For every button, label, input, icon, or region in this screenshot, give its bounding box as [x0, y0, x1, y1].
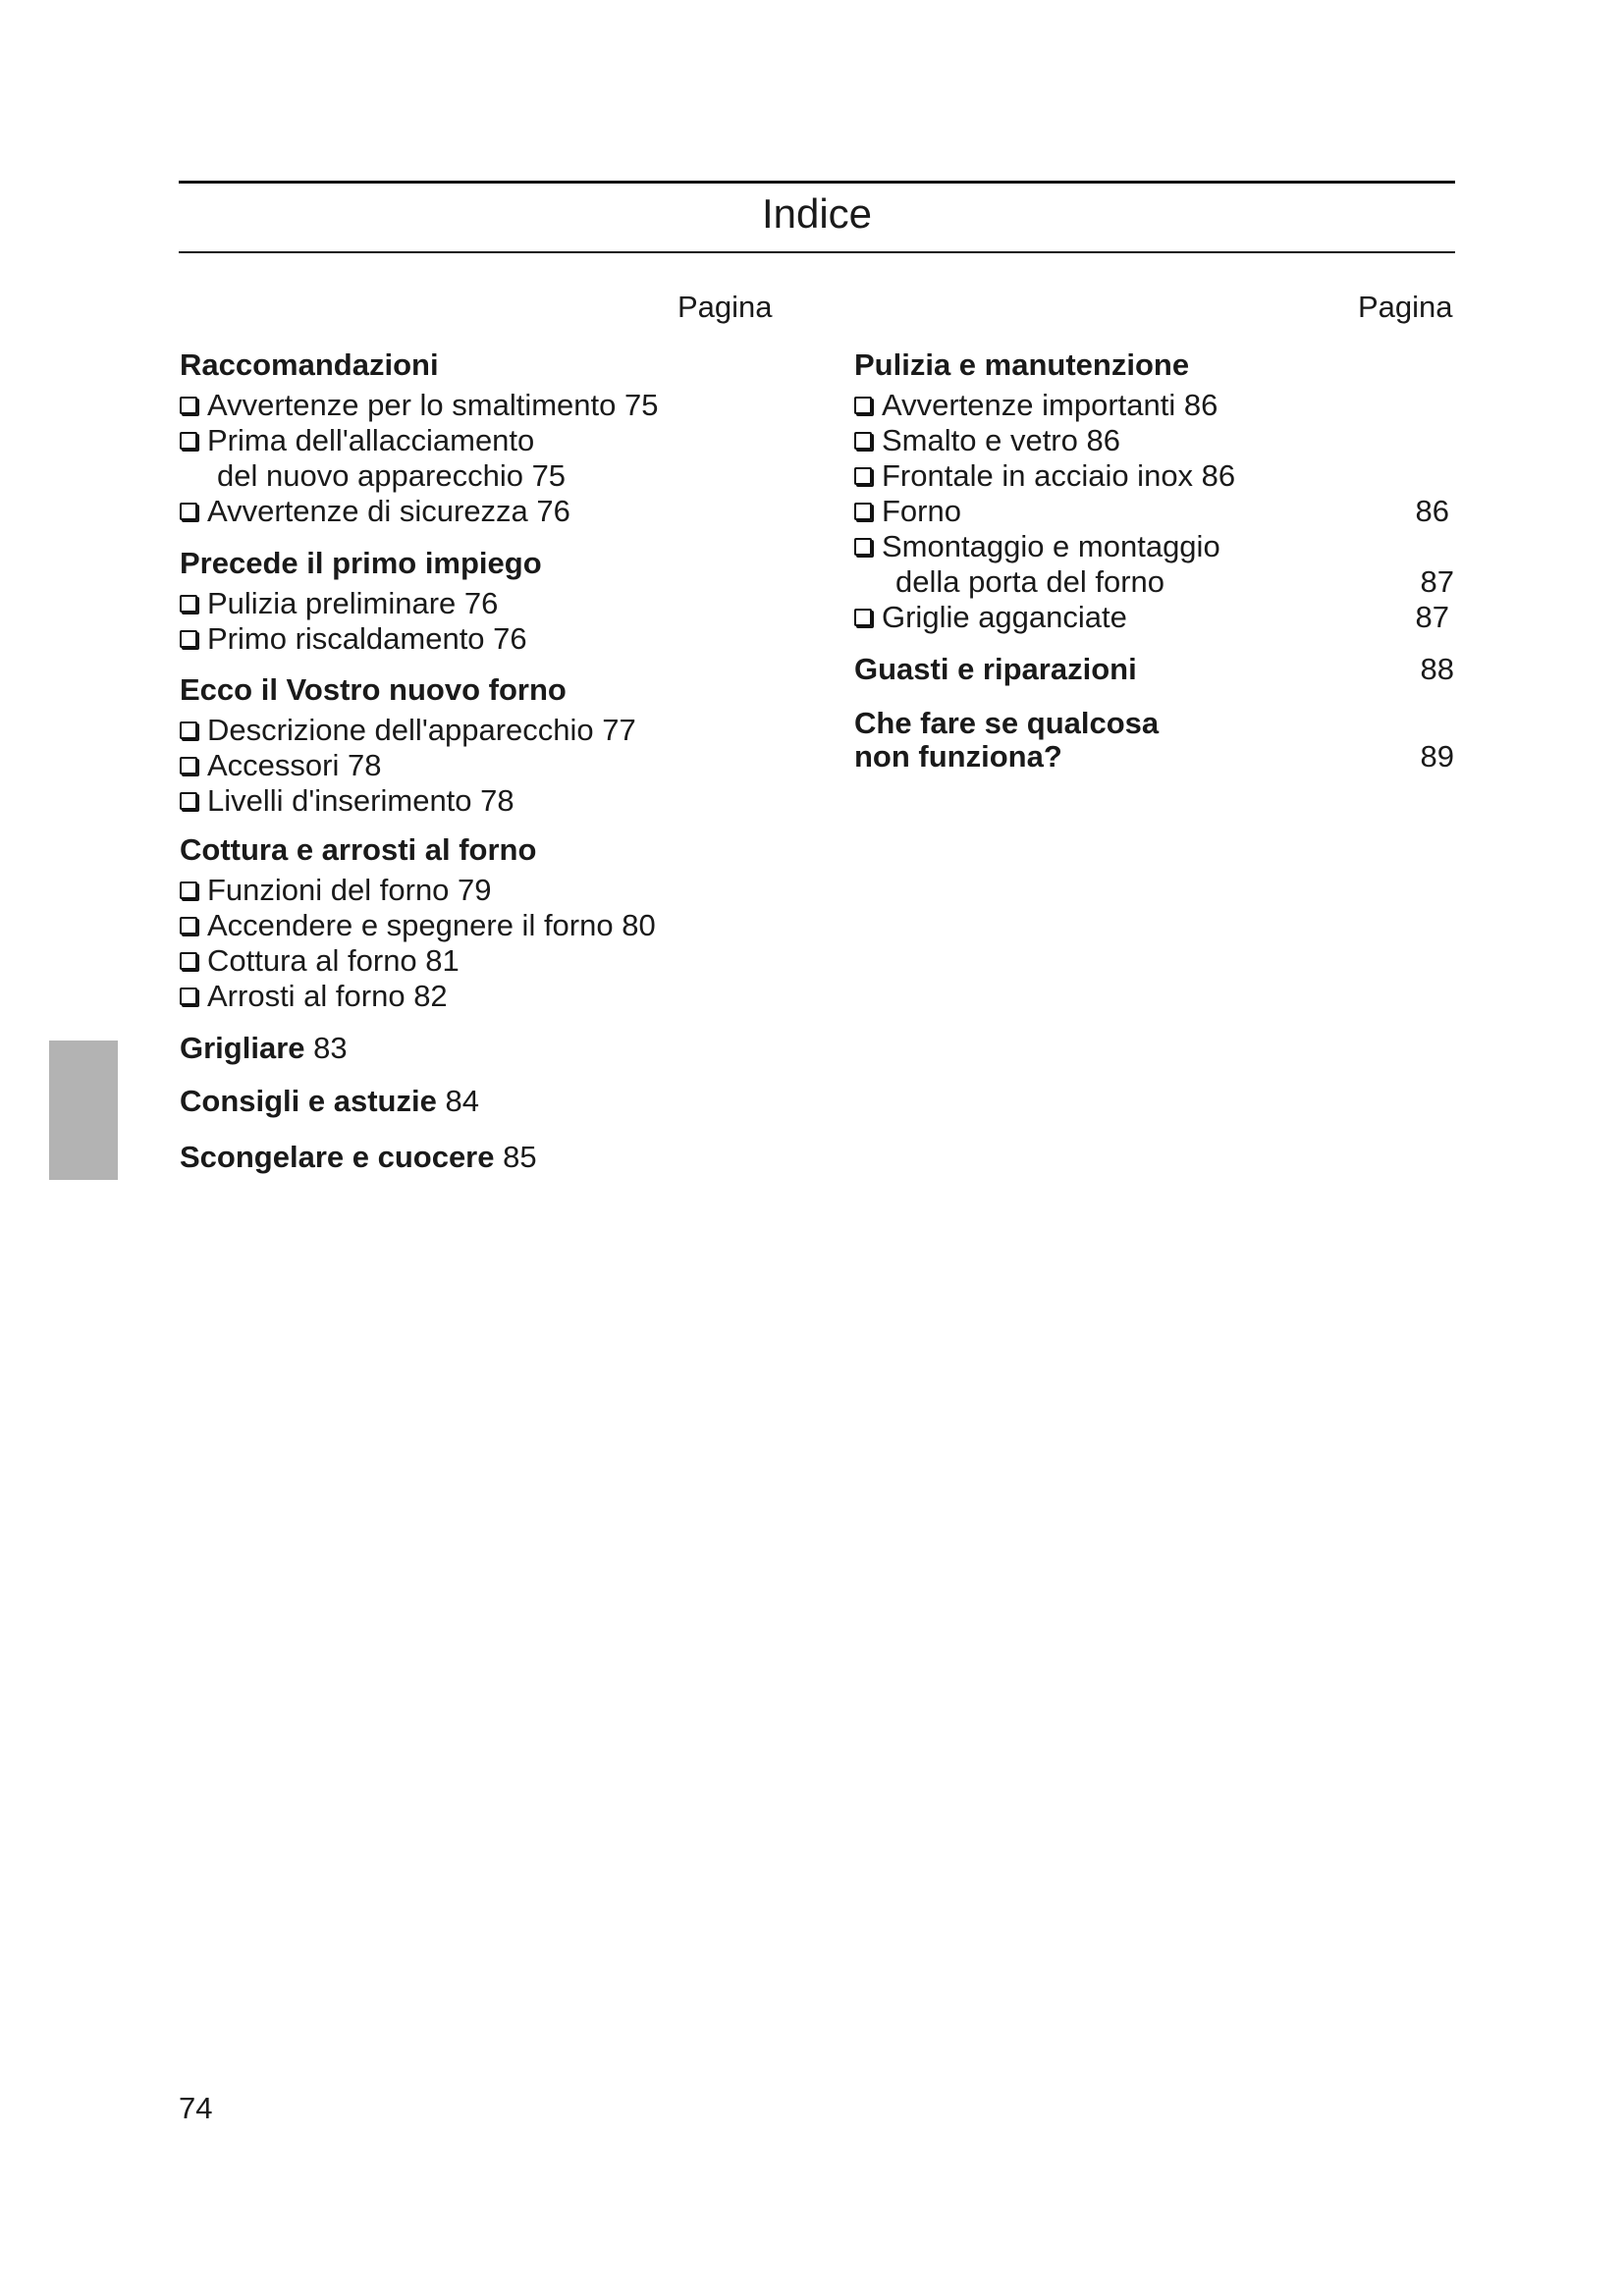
toc-item: Forno [854, 494, 961, 529]
toc-section-pulizia: Pulizia e manutenzione [854, 347, 1190, 382]
checkbox-icon [180, 757, 197, 774]
toc-page-number: 87 [1415, 600, 1449, 634]
toc-page-number: 87 [1420, 564, 1454, 599]
toc-section-consigli: Consigli e astuzie 84 [180, 1084, 479, 1118]
checkbox-icon [180, 792, 197, 810]
toc-item: Livelli d'inserimento 78 [180, 783, 514, 819]
toc-section-guasti: Guasti e riparazioni [854, 652, 1137, 686]
toc-item: Smontaggio e montaggio [854, 529, 1220, 564]
checkbox-icon [180, 917, 197, 934]
toc-section-che-fare-continuation: non funziona? [854, 739, 1062, 774]
toc-item: Funzioni del forno 79 [180, 873, 492, 908]
toc-item: Griglie agganciate [854, 600, 1127, 635]
toc-item: Cottura al forno 81 [180, 943, 460, 979]
toc-section-raccomandazioni: Raccomandazioni [180, 347, 439, 382]
title-rule [179, 251, 1455, 253]
toc-item: Avvertenze importanti 86 [854, 388, 1218, 423]
toc-section-grigliare: Grigliare 83 [180, 1031, 348, 1065]
left-column-header: Pagina [677, 290, 773, 324]
toc-item: Accessori 78 [180, 748, 381, 783]
right-column-header: Pagina [1358, 290, 1453, 324]
toc-item: Prima dell'allacciamento [180, 423, 534, 458]
checkbox-icon [854, 503, 872, 520]
toc-item: Pulizia preliminare 76 [180, 586, 498, 621]
checkbox-icon [180, 432, 197, 450]
checkbox-icon [854, 609, 872, 626]
top-rule [179, 181, 1455, 184]
toc-item: Frontale in acciaio inox 86 [854, 458, 1235, 494]
toc-item-continuation: del nuovo apparecchio 75 [217, 458, 567, 493]
checkbox-icon [180, 988, 197, 1005]
checkbox-icon [180, 503, 197, 520]
checkbox-icon [854, 432, 872, 450]
toc-page-number: 88 [1420, 652, 1454, 686]
toc-item: Descrizione dell'apparecchio 77 [180, 713, 636, 748]
toc-item: Smalto e vetro 86 [854, 423, 1120, 458]
checkbox-icon [180, 721, 197, 739]
page-title: Indice [761, 190, 873, 237]
checkbox-icon [180, 595, 197, 613]
checkbox-icon [180, 630, 197, 648]
toc-section-cottura: Cottura e arrosti al forno [180, 832, 537, 867]
toc-section-scongelare: Scongelare e cuocere 85 [180, 1140, 537, 1174]
checkbox-icon [854, 397, 872, 414]
checkbox-icon [180, 952, 197, 970]
side-tab-marker [49, 1041, 118, 1180]
toc-item: Arrosti al forno 82 [180, 979, 448, 1014]
toc-item: Avvertenze di sicurezza 76 [180, 494, 570, 529]
page-number: 74 [179, 2091, 213, 2125]
toc-page-number: 86 [1415, 494, 1449, 528]
toc-item: Avvertenze per lo smaltimento 75 [180, 388, 659, 423]
checkbox-icon [854, 467, 872, 485]
checkbox-icon [180, 881, 197, 899]
toc-item: Accendere e spegnere il forno 80 [180, 908, 656, 943]
toc-section-nuovo-forno: Ecco il Vostro nuovo forno [180, 672, 567, 707]
toc-section-che-fare: Che fare se qualcosa [854, 706, 1160, 740]
toc-item: Primo riscaldamento 76 [180, 621, 527, 657]
toc-section-primo-impiego: Precede il primo impiego [180, 546, 542, 580]
toc-item-continuation: della porta del forno [895, 564, 1165, 599]
checkbox-icon [854, 538, 872, 556]
checkbox-icon [180, 397, 197, 414]
toc-page-number: 89 [1420, 739, 1454, 774]
